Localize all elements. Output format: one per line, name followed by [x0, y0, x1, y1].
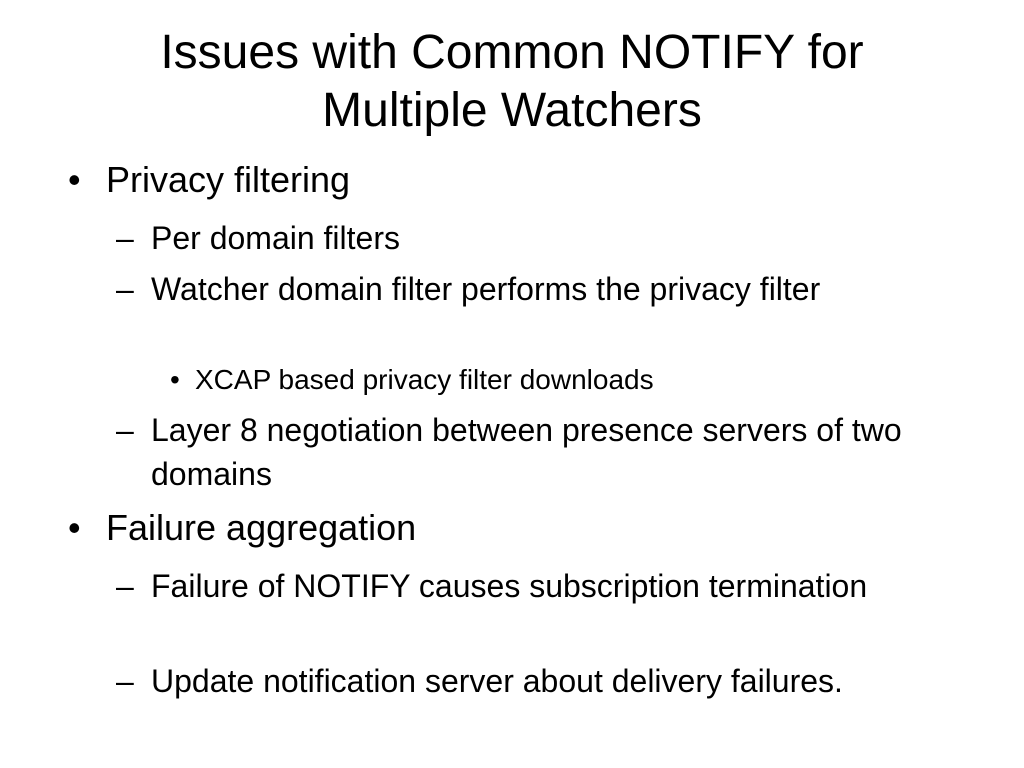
sub-bullet-layer-8-negotiation: [116, 408, 916, 496]
bullet-privacy-filtering: [68, 159, 968, 201]
slide-title: [60, 24, 964, 140]
sub-bullet-text: Watcher domain filter performs the privacy filter: [151, 271, 821, 307]
bullet-failure-aggregation: [68, 507, 968, 549]
bullet-marker: •: [68, 159, 81, 200]
bullet-text: Failure aggregation: [106, 507, 417, 548]
sub-sub-bullet-xcap: [170, 362, 870, 398]
sub-sub-bullet-text: XCAP based privacy filter downloads: [195, 364, 654, 395]
slide-title-line-2: Multiple Watchers: [322, 84, 702, 137]
sub-bullet-text: Per domain filters: [151, 220, 400, 256]
sub-bullet-failure-of-notify: [116, 564, 876, 608]
dash-marker: –: [116, 412, 134, 448]
bullet-text: Privacy filtering: [106, 159, 351, 200]
slide-title-line-1: Issues with Common NOTIFY for: [160, 26, 864, 79]
sub-bullet-update-notification-server: [116, 659, 916, 703]
dash-marker: –: [116, 663, 134, 699]
bullet-marker: •: [68, 507, 81, 548]
sub-bullet-text: Layer 8 negotiation between presence servers of two domains: [151, 412, 902, 492]
sub-bullet-text: Failure of NOTIFY causes subscription termination: [151, 568, 868, 604]
dash-marker: –: [116, 220, 134, 256]
sub-bullet-per-domain-filters: [116, 216, 916, 260]
sub-bullet-watcher-domain-filter: [116, 267, 916, 311]
dash-marker: –: [116, 271, 134, 307]
sub-bullet-text: Update notification server about delivery failures.: [151, 663, 843, 699]
dash-marker: –: [116, 568, 134, 604]
bullet-marker: •: [170, 364, 180, 395]
